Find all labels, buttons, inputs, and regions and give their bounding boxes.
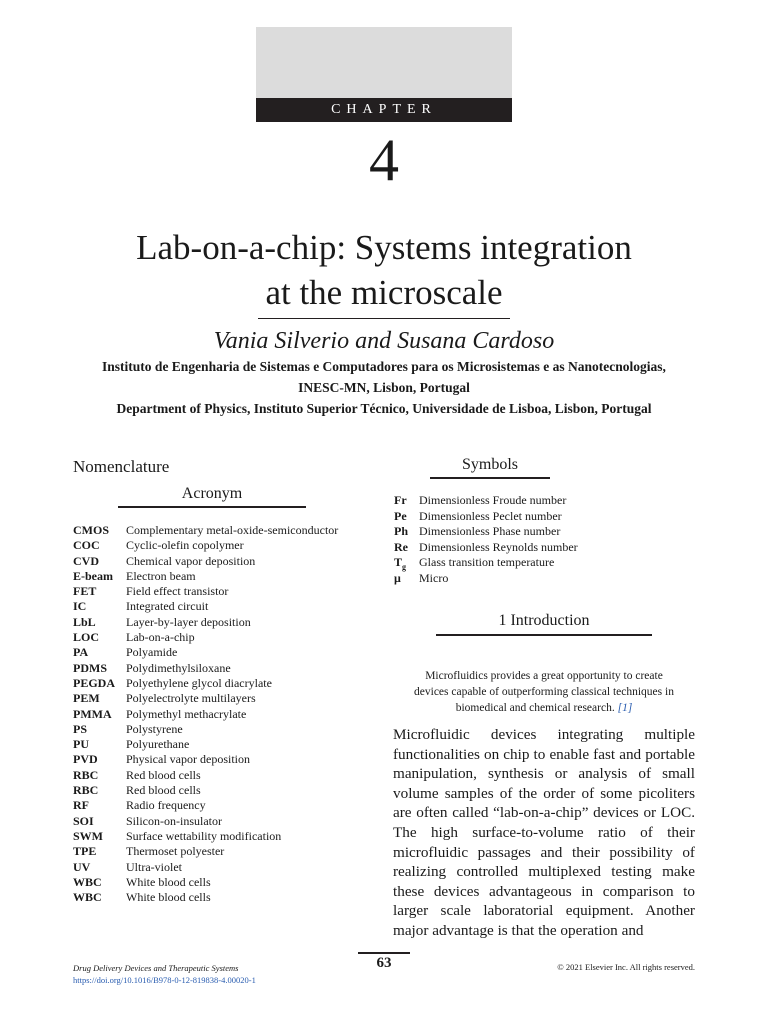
acronym-key: RF [73, 798, 89, 813]
quote-reference-link[interactable]: [1] [617, 702, 633, 714]
symbol-letter: Pe [394, 508, 407, 523]
symbol-definition: Glass transition temperature [419, 555, 555, 569]
symbol-letter: μ [394, 570, 401, 585]
chapter-header-box [256, 27, 512, 98]
page-number: 63 [376, 955, 392, 971]
title-line-1: Lab-on-a-chip: Systems integration [136, 228, 632, 267]
symbol-row [394, 571, 694, 587]
acronym-key: SOI [73, 813, 94, 828]
acronym-row [73, 829, 373, 844]
chapter-label: CHAPTER [256, 98, 512, 122]
acronym-row [73, 768, 373, 783]
acronym-key: UV [73, 859, 91, 874]
acronym-definition: Physical vapor deposition [126, 752, 250, 767]
symbol-key [394, 555, 419, 571]
introduction-heading: 1 Introduction [498, 612, 590, 629]
acronym-key: RBC [73, 783, 99, 798]
acronym-row [73, 722, 373, 737]
acronym-key: PEGDA [73, 675, 115, 690]
symbol-row [394, 555, 694, 571]
symbol-definition: Dimensionless Reynolds number [419, 539, 578, 554]
symbol-subscript: g [402, 562, 407, 572]
symbol-list [394, 493, 694, 586]
acronym-key: SWM [73, 828, 103, 843]
epigraph-quote [408, 668, 680, 716]
acronym-row [73, 538, 373, 553]
acronym-row [73, 676, 373, 691]
symbol-row [394, 540, 694, 556]
acronym-definition: Layer-by-layer deposition [126, 614, 251, 629]
copyright: © 2021 Elsevier Inc. All rights reserved. [557, 962, 695, 972]
chapter-number: 4 [369, 127, 399, 193]
acronym-definition: Complementary metal-oxide-semiconductor [126, 523, 339, 537]
acronym-definition: Lab-on-a-chip [126, 630, 195, 645]
symbol-letter: Re [394, 539, 408, 554]
introduction-rule [436, 634, 652, 636]
acronym-key: RBC [73, 767, 99, 782]
acronym-definition: Surface wettability modification [126, 828, 282, 843]
symbol-definition: Dimensionless Phase number [419, 524, 561, 538]
acronym-row [73, 798, 373, 813]
acronym-definition: Polydimethylsiloxane [126, 660, 231, 675]
acronym-definition: Polyethylene glycol diacrylate [126, 675, 272, 690]
acronym-row [73, 844, 373, 859]
symbols-heading: Symbols [461, 456, 518, 473]
symbol-letter: Ph [394, 524, 409, 538]
acronym-row [73, 691, 373, 706]
title-line-2: at the microscale [265, 273, 503, 312]
acronym-key: LOC [73, 630, 100, 645]
title-rule [258, 318, 510, 319]
introduction-body: Microfluidic devices integrating multiple functionalities on chip to enable fast and portable manipulation, synthesis or analysis of small volume samples of the order of some picoliters are often called “lab-on-a-chip” devices or LOC. The high surface-to-volume ratio of their microfluidic passages and their possibility of realizing controlled multiplexed testing make these devices advantageous in comparison to larger scale laboratorial equipment. Another major advantage is that the operation and [393, 726, 695, 939]
symbol-definition: Dimensionless Froude number [419, 493, 567, 507]
acronym-row [73, 615, 373, 630]
acronym-key: WBC [73, 890, 102, 905]
acronym-definition: Cyclic-olefin copolymer [126, 538, 244, 553]
acronym-key: PS [73, 721, 88, 736]
affiliation-line-3: Department of Physics, Instituto Superior Técnico, Universidade de Lisboa, Lisbon, Portugal [116, 401, 652, 416]
acronym-row [73, 707, 373, 722]
acronym-row [73, 783, 373, 798]
footer-rule [358, 952, 410, 954]
acronym-definition: White blood cells [126, 874, 211, 889]
acronym-key: PMMA [73, 706, 112, 721]
acronym-row [73, 661, 373, 676]
symbol-definition: Dimensionless Peclet number [419, 508, 562, 523]
symbol-row [394, 509, 694, 525]
acronym-row [73, 890, 373, 905]
symbol-key [394, 540, 419, 556]
footer-citation [73, 962, 256, 986]
acronym-row [73, 599, 373, 614]
acronym-key: PA [73, 645, 89, 660]
acronym-definition: Field effect transistor [126, 584, 229, 599]
acronym-row [73, 569, 373, 584]
acronym-definition: Silicon-on-insulator [126, 813, 222, 828]
acronym-definition: Red blood cells [126, 767, 201, 782]
symbol-letter: Fr [394, 493, 407, 507]
book-title: Drug Delivery Devices and Therapeutic Systems [73, 963, 239, 973]
acronym-row [73, 752, 373, 767]
acronym-key: PVD [73, 752, 98, 767]
acronym-key: COC [73, 538, 100, 553]
acronym-key: TPE [73, 844, 97, 859]
affiliation-line-1: Instituto de Engenharia de Sistemas e Computadores para os Microsistemas e as Nanotecnologias, [102, 359, 666, 374]
acronym-key: PEM [73, 691, 100, 706]
quote-text: Microfluidics provides a great opportunity to create devices capable of outperforming classical techniques in biomedical and chemical research. [414, 670, 674, 714]
acronym-definition: Polyurethane [126, 737, 190, 752]
acronym-row [73, 875, 373, 890]
acronym-key: PU [73, 737, 89, 752]
acronym-row [73, 645, 373, 660]
acronym-definition: Radio frequency [126, 798, 206, 813]
acronym-key: CVD [73, 553, 99, 568]
acronym-key: E-beam [73, 568, 113, 583]
symbol-letter: T [394, 555, 403, 569]
acronym-definition: Ultra-violet [126, 859, 182, 874]
acronym-key: FET [73, 584, 97, 599]
acronym-definition: White blood cells [126, 890, 211, 905]
acronym-key: WBC [73, 874, 102, 889]
acronym-row [73, 630, 373, 645]
acronym-row [73, 860, 373, 875]
acronym-definition: Chemical vapor deposition [126, 553, 256, 568]
doi-link[interactable]: https://doi.org/10.1016/B978-0-12-819838-4.00020-1 [73, 975, 256, 985]
acronym-heading: Acronym [181, 485, 243, 502]
acronym-row [73, 737, 373, 752]
symbol-definition: Micro [419, 570, 449, 585]
symbol-key [394, 571, 419, 587]
acronym-row [73, 814, 373, 829]
symbol-row [394, 524, 694, 540]
symbol-row [394, 493, 694, 509]
acronym-key: LbL [73, 614, 96, 629]
chapter-title [0, 225, 768, 315]
symbol-key [394, 524, 419, 540]
acronym-definition: Polymethyl methacrylate [126, 706, 247, 721]
authors: Vania Silverio and Susana Cardoso [213, 328, 555, 354]
acronym-definition: Polyelectrolyte multilayers [126, 691, 256, 706]
nomenclature-heading: Nomenclature [73, 457, 170, 476]
acronym-rule [118, 506, 306, 508]
acronym-key: CMOS [73, 523, 109, 537]
symbol-key [394, 493, 419, 509]
acronym-definition: Red blood cells [126, 783, 201, 798]
acronym-definition: Polyamide [126, 645, 178, 660]
acronym-definition: Integrated circuit [126, 599, 209, 614]
acronym-key: PDMS [73, 660, 107, 675]
acronym-row [73, 584, 373, 599]
acronym-list [73, 523, 373, 905]
acronym-row [73, 554, 373, 569]
symbols-rule [430, 477, 550, 479]
acronym-definition: Thermoset polyester [126, 844, 225, 859]
acronym-row [73, 523, 373, 538]
symbol-key [394, 509, 419, 525]
acronym-definition: Electron beam [126, 568, 196, 583]
acronym-key: IC [73, 599, 87, 614]
affiliation-line-2: INESC-MN, Lisbon, Portugal [298, 380, 470, 395]
acronym-definition: Polystyrene [126, 721, 183, 736]
